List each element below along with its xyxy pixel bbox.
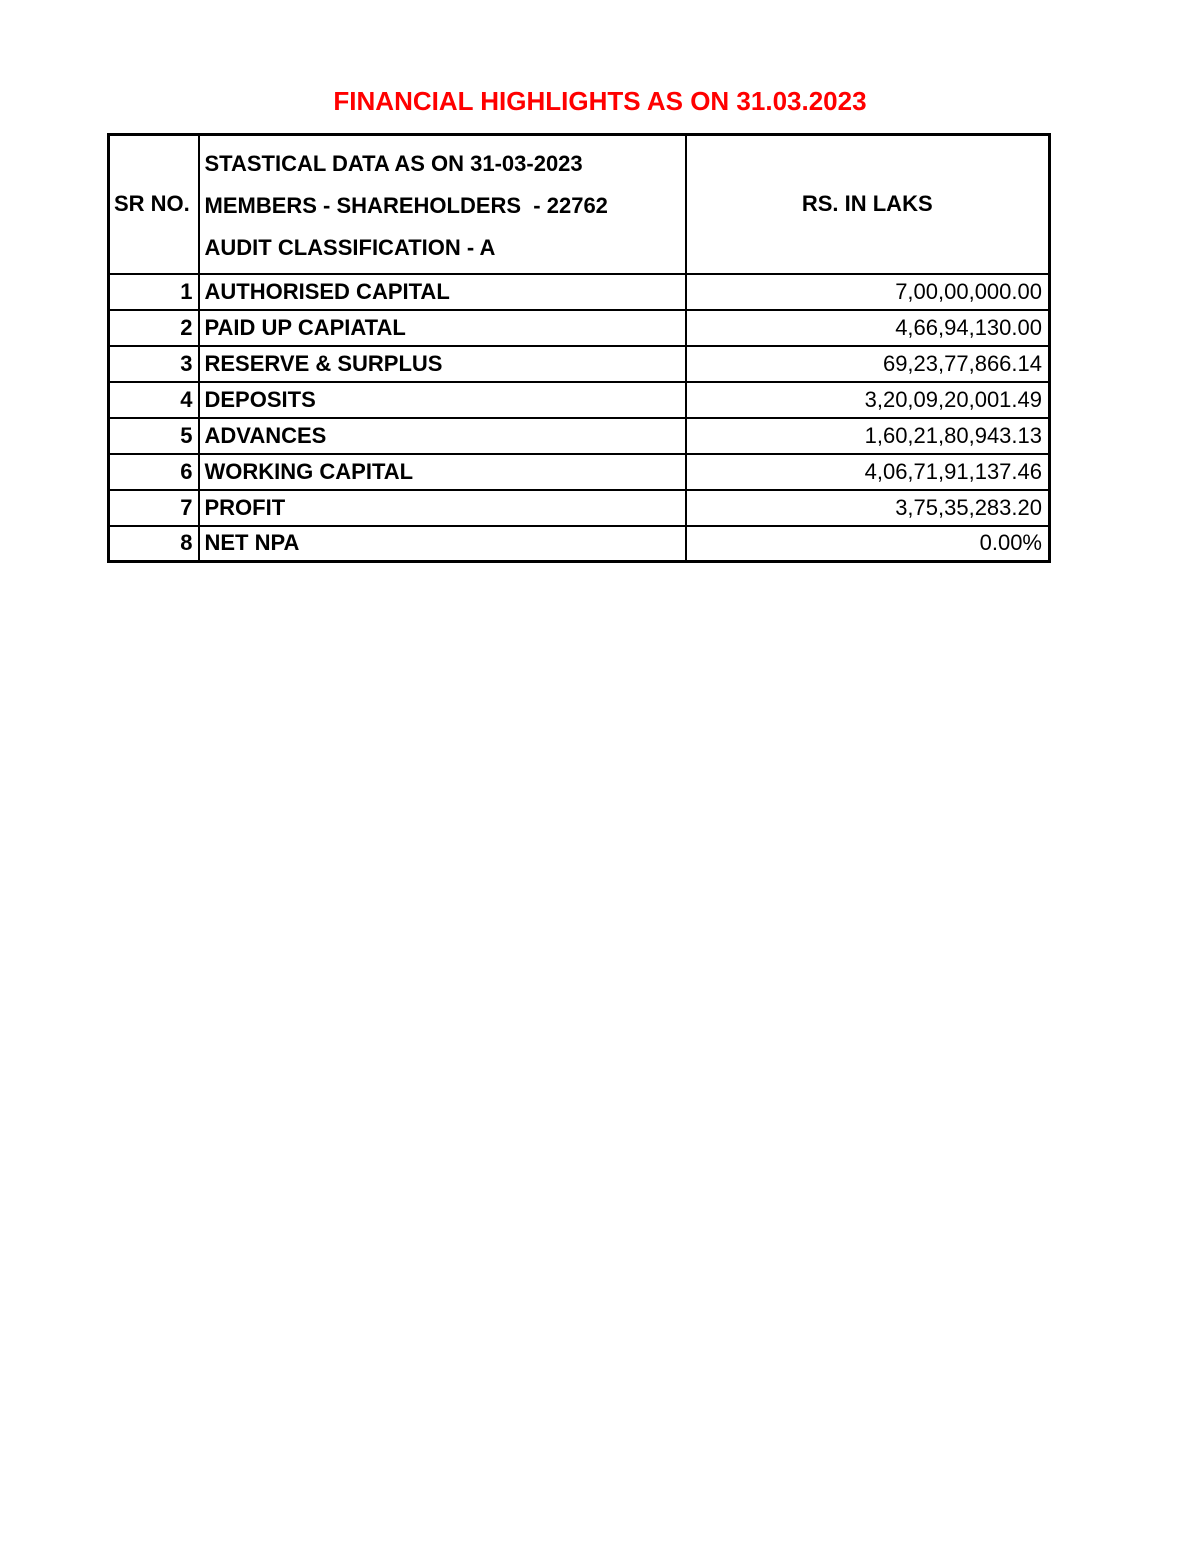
row-label: PAID UP CAPIATAL <box>199 310 686 346</box>
table-row <box>109 526 1050 562</box>
table-row <box>109 310 1050 346</box>
header-description-line-1: STASTICAL DATA AS ON 31-03-2023 <box>204 151 583 176</box>
row-sr-number: 4 <box>109 382 199 418</box>
row-label: NET NPA <box>199 526 686 562</box>
table-header-row <box>109 135 1050 274</box>
table-row <box>109 346 1050 382</box>
header-description <box>199 135 686 274</box>
table-row <box>109 274 1050 310</box>
header-description-line-3: AUDIT CLASSIFICATION - A <box>204 235 496 260</box>
row-value: 0.00% <box>686 526 1050 562</box>
row-sr-number: 6 <box>109 454 199 490</box>
financial-highlights-table <box>107 133 1051 563</box>
row-value: 3,75,35,283.20 <box>686 490 1050 526</box>
row-value: 4,66,94,130.00 <box>686 310 1050 346</box>
row-label: AUTHORISED CAPITAL <box>199 274 686 310</box>
row-sr-number: 2 <box>109 310 199 346</box>
table-row <box>109 454 1050 490</box>
row-sr-number: 3 <box>109 346 199 382</box>
row-label: WORKING CAPITAL <box>199 454 686 490</box>
row-label: DEPOSITS <box>199 382 686 418</box>
table-row <box>109 490 1050 526</box>
page-title: FINANCIAL HIGHLIGHTS AS ON 31.03.2023 <box>333 86 867 116</box>
row-sr-number: 7 <box>109 490 199 526</box>
header-description-line-2: MEMBERS - SHAREHOLDERS - 22762 <box>204 193 608 218</box>
header-amount: RS. IN LAKS <box>686 135 1050 274</box>
row-sr-number: 8 <box>109 526 199 562</box>
row-label: PROFIT <box>199 490 686 526</box>
row-value: 7,00,00,000.00 <box>686 274 1050 310</box>
row-value: 3,20,09,20,001.49 <box>686 382 1050 418</box>
row-value: 1,60,21,80,943.13 <box>686 418 1050 454</box>
row-label: RESERVE & SURPLUS <box>199 346 686 382</box>
header-sr-no: SR NO. <box>109 135 199 274</box>
row-label: ADVANCES <box>199 418 686 454</box>
row-sr-number: 1 <box>109 274 199 310</box>
table-row <box>109 418 1050 454</box>
table-row <box>109 382 1050 418</box>
row-value: 4,06,71,91,137.46 <box>686 454 1050 490</box>
row-sr-number: 5 <box>109 418 199 454</box>
row-value: 69,23,77,866.14 <box>686 346 1050 382</box>
